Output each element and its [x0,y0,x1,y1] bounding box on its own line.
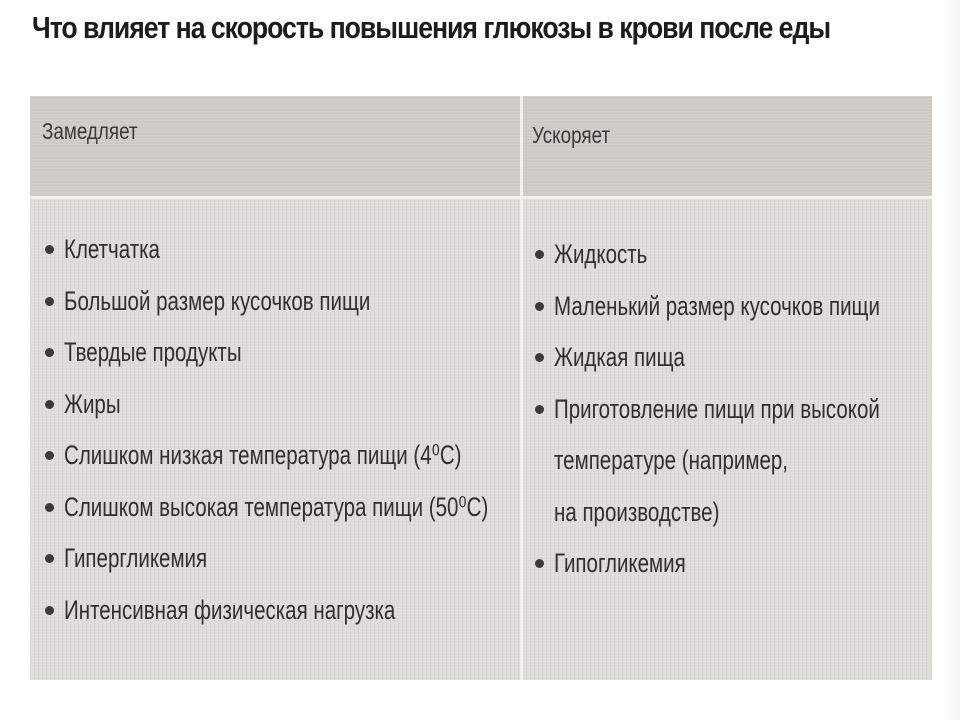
list-item-continuation: температуре (например, [554,445,788,475]
bullet-icon [535,250,544,259]
bullet-icon [535,353,544,362]
list-item: Гипергликемия [42,533,622,585]
list-item: Маленький размер кусочков пищи [532,281,960,333]
bullet-icon [45,451,54,460]
bullet-icon [535,302,544,311]
list-item: Жиры [42,379,622,431]
bullet-icon [45,503,54,512]
bullet-icon [45,348,54,357]
bullet-icon [535,559,544,568]
list-item: Большой размер кусочков пищи [42,276,622,328]
list-item-continuation: на производстве) [554,496,720,527]
list-item: Клетчатка [42,224,622,276]
page-title: Что влияет на скорость повышения глюкозы в крови после еды [32,10,831,45]
bullet-icon [45,606,54,615]
list-item: Жидкая пища [532,332,960,384]
bullet-icon [535,405,544,414]
bullet-icon [45,245,54,254]
list-item: Интенсивная физическая нагрузка [42,585,622,637]
column-header-slows: Замедляет [42,118,138,144]
bullet-icon [45,400,54,409]
speeds-list [532,229,960,590]
header-divider [30,196,932,199]
comparison-table [30,96,932,680]
list-item: Гипогликемия [532,538,960,590]
list-item: Твердые продукты [42,327,622,379]
list-item: Приготовление пищи при высокой [532,384,960,436]
bullet-icon [45,554,54,563]
page-edge-shadow [940,0,960,720]
list-item: Слишком высокая температура пищи (50⁰С) [42,482,622,534]
list-item: Слишком низкая температура пищи (4⁰С) [42,430,622,482]
list-item: Жидкость [532,229,960,281]
table-header-row [30,96,932,196]
bullet-icon [45,297,54,306]
column-header-speeds: Ускоряет [532,122,611,148]
